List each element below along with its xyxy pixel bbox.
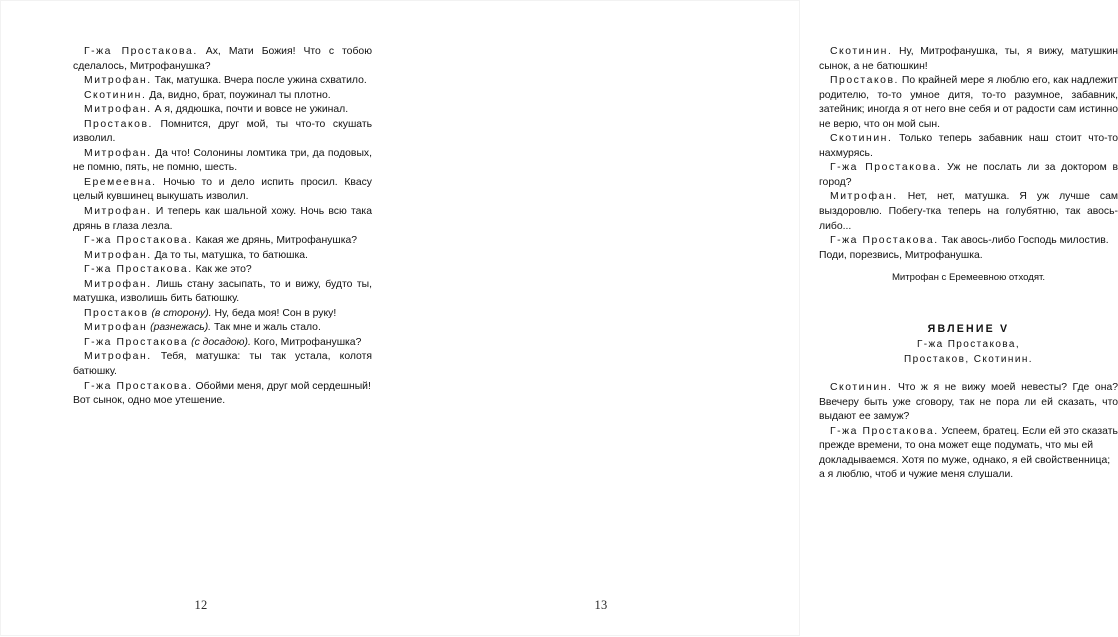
character-cue: Митрофан. <box>830 191 898 203</box>
page-right <box>401 1 1118 637</box>
speech-text: Да, видно, брат, поужинал ты плотно. <box>146 89 331 101</box>
speech-text: Что ж я не вижу моей невесты? Где она? Ввечеру быть уже сговору, так не пора ли ей сказать, что выдают ее замуж? <box>819 382 1118 423</box>
speech-text: Обойми меня, друг мой сердешный! Вот сынок, одно мое утешение. <box>73 380 371 407</box>
speech-text: Да что! Солонины ломтика три, да подовых, не помню, пять, не помню, шесть. <box>73 147 372 174</box>
speech-paragraph <box>819 132 1118 161</box>
speech-text: Тебя, матушка: ты так устала, колотя батюшку. <box>73 351 372 378</box>
right-page-text-column <box>819 45 1118 483</box>
speech-text: Нет, нет, матушка. Я уж лучше сам выздоровлю. Побегу-тка теперь на голубятню, так авось-либо... <box>819 191 1118 232</box>
speech-paragraph <box>819 234 1118 263</box>
page-left <box>1 1 401 637</box>
character-cue: Митрофан <box>84 322 148 334</box>
character-cue: Митрофан. <box>84 351 152 363</box>
speech-paragraph <box>73 103 372 118</box>
speech-paragraph <box>819 161 1118 190</box>
character-cue: Митрофан. <box>84 104 152 116</box>
speech-text: Только теперь забавник наш стоит что-то нахмурясь. <box>819 133 1118 159</box>
speech-paragraph <box>819 425 1118 483</box>
speech-paragraph <box>819 381 1118 425</box>
character-cue: Скотинин. <box>830 133 893 145</box>
exit-stage-direction: Митрофан с Еремеевною отходят. <box>891 272 1046 284</box>
character-cue: Митрофан. <box>84 206 152 218</box>
speech-paragraph <box>73 74 372 89</box>
speech-paragraph <box>819 45 1118 74</box>
scene-cast-line-2: Простаков, Скотинин. <box>904 353 1033 365</box>
character-cue: Митрофан. <box>84 147 152 159</box>
speech-text: Да то ты, матушка, то батюшка. <box>151 249 308 261</box>
speech-text: По крайней мере я люблю его, как надлежит родителю, то-то умное дитя, то-то разумное, забавник, затейник; иногда я от него вне себя и от радости сам истинно не верю, что он мой сын. <box>819 75 1118 130</box>
character-cue: Простаков. <box>84 118 153 130</box>
character-cue: Скотинин. <box>830 382 893 394</box>
character-cue: Г-жа Простакова. <box>830 425 939 437</box>
speech-text: Какая же дрянь, Митрофанушка? <box>192 235 358 247</box>
speech-paragraph <box>73 380 372 409</box>
scene-spacer <box>819 367 1118 381</box>
speech-text: Так, матушка. Вчера после ужина схватило. <box>151 75 367 87</box>
stage-direction-inline: (с досадою). <box>188 336 251 348</box>
speech-text: Так авось-либо Господь милостив. Поди, порезвись, Митрофанушка. <box>819 235 1109 261</box>
character-cue: Скотинин. <box>84 89 147 101</box>
character-cue: Г-жа Простакова. <box>84 380 193 392</box>
page-number-right: 13 <box>594 598 608 612</box>
speech-paragraph <box>73 118 372 147</box>
speech-text: Ну, беда моя! Сон в руку! <box>211 307 337 319</box>
speech-paragraph <box>73 263 372 278</box>
stage-direction-inline: (в сторону). <box>148 307 212 319</box>
speech-text: Ночью то и дело испить просил. Квасу целый кувшинец выкушать изволил. <box>73 176 372 203</box>
left-page-text-column <box>73 45 372 409</box>
speech-text: Лишь стану засыпать, то и вижу, будто ты, матушка, изволишь бить батюшку. <box>73 278 372 305</box>
speech-paragraph <box>73 278 372 307</box>
speech-text: А я, дядюшка, почти и вовсе не ужинал. <box>151 104 349 116</box>
character-cue: Простаков <box>84 307 149 319</box>
speech-paragraph <box>73 205 372 234</box>
character-cue: Г-жа Простакова. <box>84 235 193 247</box>
character-cue: Еремеевна. <box>84 176 157 188</box>
character-cue: Митрофан. <box>84 249 152 261</box>
speech-paragraph <box>73 350 372 379</box>
scene-heading: ЯВЛЕНИЕ V <box>927 322 1010 335</box>
speech-text: Кого, Митрофанушка? <box>250 336 362 348</box>
speech-paragraph <box>819 74 1118 132</box>
speech-paragraph <box>73 89 372 104</box>
character-cue: Простаков. <box>830 75 899 87</box>
character-cue: Скотинин. <box>830 46 893 57</box>
speech-paragraph <box>73 176 372 205</box>
speech-text: Как же это? <box>192 264 252 276</box>
speech-paragraph <box>73 321 372 336</box>
speech-paragraph <box>73 147 372 176</box>
speech-text: Ах, Мати Божия! Что с тобою сделалось, Митрофанушка? <box>73 46 372 72</box>
scene-cast-line-1: Г-жа Простакова, <box>916 339 1021 351</box>
speech-paragraph <box>73 45 372 74</box>
character-cue: Г-жа Простакова. <box>830 162 942 174</box>
character-cue: Г-жа Простакова. <box>84 264 193 276</box>
character-cue: Г-жа Простакова. <box>830 235 939 247</box>
character-cue: Митрофан. <box>84 278 152 290</box>
stage-direction-inline: (разнежась). <box>147 322 212 334</box>
speech-paragraph <box>73 336 372 351</box>
speech-paragraph <box>73 307 372 322</box>
speech-paragraph <box>819 190 1118 234</box>
character-cue: Г-жа Простакова <box>84 336 189 348</box>
speech-text: Успеем, братец. Если ей это сказать прежде времени, то она может еще подумать, что мы ей докладываемся. Хотя по муже, однако, я ей свойственница; а я люблю, чтоб и чужие меня слушали. <box>819 425 1118 481</box>
speech-text: Помнится, друг мой, ты что-то скушать изволил. <box>73 118 372 145</box>
page-number-left: 12 <box>194 598 208 612</box>
speech-text: Ну, Митрофанушка, ты, я вижу, матушкин сынок, а не батюшкин! <box>819 46 1118 72</box>
speech-paragraph <box>73 234 372 249</box>
speech-paragraph <box>73 249 372 264</box>
speech-text: Уж не послать ли за доктором в город? <box>819 162 1118 188</box>
speech-text: И теперь как шальной хожу. Ночь всю така дрянь в глаза лезла. <box>73 206 372 232</box>
speech-text: Так мне и жаль стало. <box>211 322 321 334</box>
character-cue: Митрофан. <box>84 75 152 87</box>
character-cue: Г-жа Простакова. <box>84 46 198 57</box>
